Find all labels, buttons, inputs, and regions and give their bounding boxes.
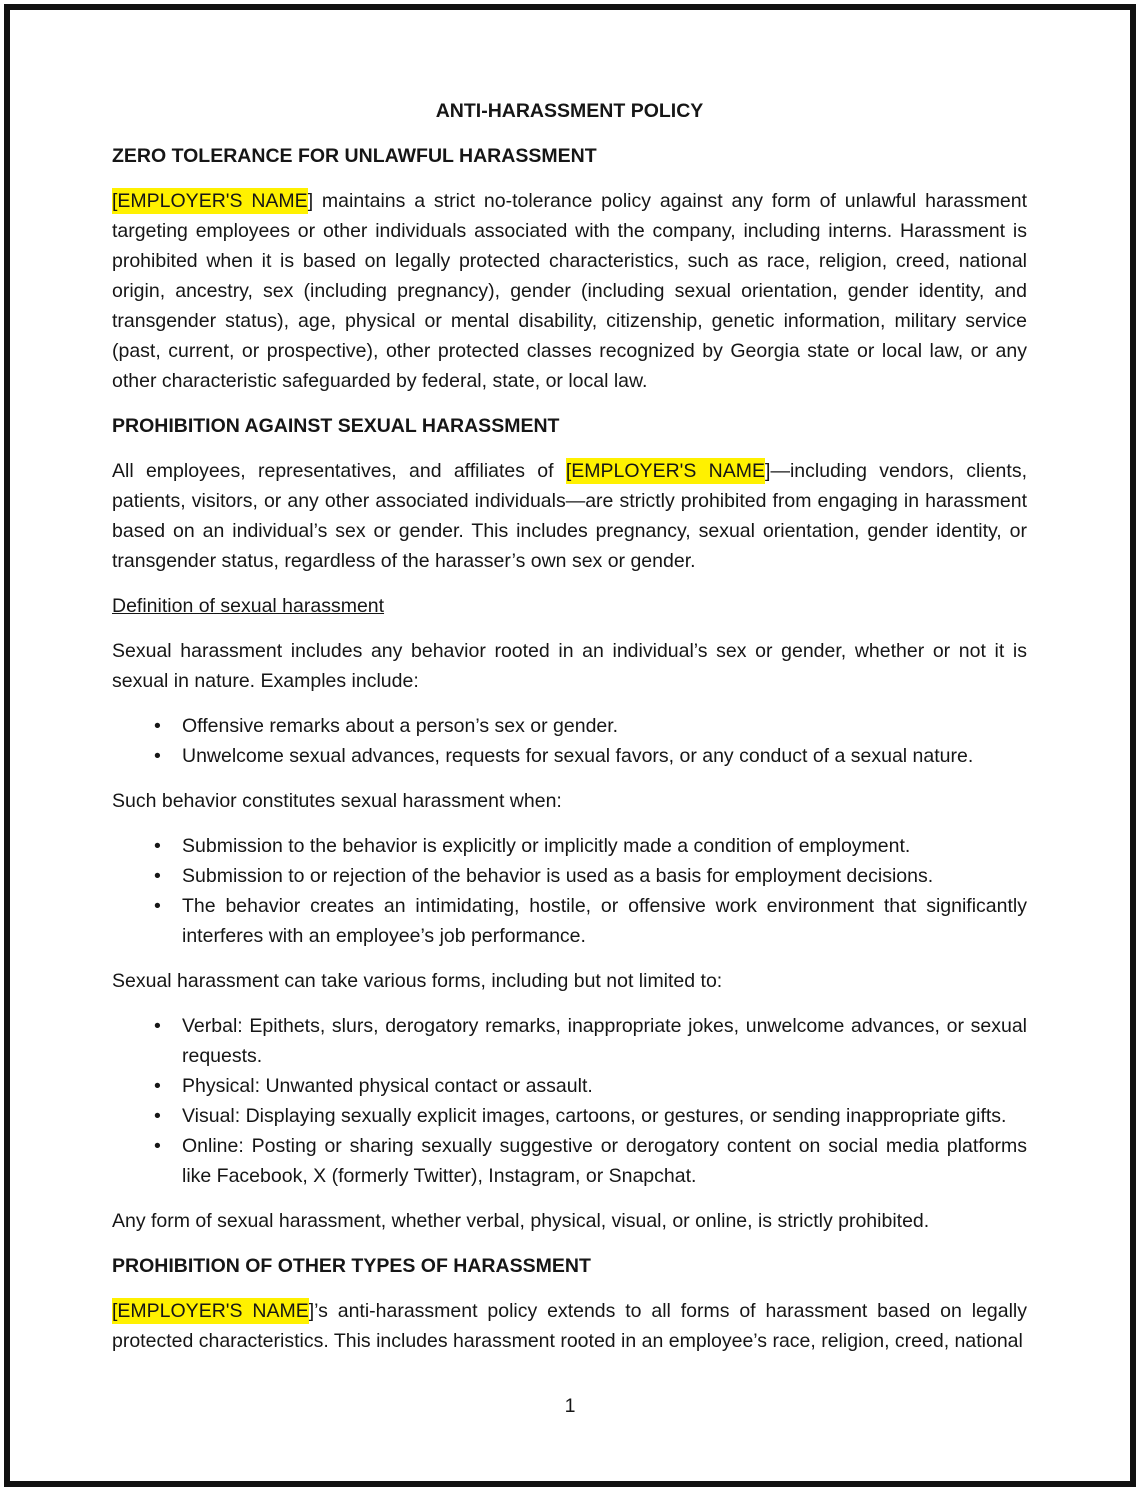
paragraph-text: ]—including vendors, clients, patients, visitors, or any other associated individuals—are strictly prohibited from engaging in harassment based on an individual’s sex or gender. This includes pregnancy, sexual orientation, gender identity, or transgender status, regardless of the harasser’s own sex or gender.	[112, 460, 1027, 572]
forms-list	[112, 1011, 1027, 1191]
paragraph-sexual-harassment-scope	[112, 456, 1027, 576]
heading-zero-tolerance: ZERO TOLERANCE FOR UNLAWFUL HARASSMENT	[112, 145, 597, 167]
page-number: 1	[564, 1395, 576, 1417]
list-item: • Submission to the behavior is explicitly or implicitly made a condition of employment.	[152, 831, 1027, 861]
heading-other-harassment: PROHIBITION OF OTHER TYPES OF HARASSMENT	[112, 1255, 591, 1277]
examples-list	[112, 711, 1027, 771]
paragraph-forms-intro: Sexual harassment can take various forms, including but not limited to:	[112, 970, 723, 992]
list-item: • Online: Posting or sharing sexually suggestive or derogatory content on social media platforms like Facebook, X (formerly Twitter), Instagram, or Snapchat.	[152, 1131, 1027, 1191]
document-content	[112, 96, 1027, 1371]
paragraph-text: All employees, representatives, and affiliates of	[112, 460, 566, 482]
list-item: • Physical: Unwanted physical contact or assault.	[152, 1071, 1027, 1101]
list-item: • Submission to or rejection of the behavior is used as a basis for employment decisions.	[152, 861, 1027, 891]
employer-name-placeholder-highlight: [EMPLOYER'S NAME	[565, 460, 766, 482]
paragraph-zero-tolerance-intro	[112, 186, 1027, 396]
paragraph-closing: Any form of sexual harassment, whether verbal, physical, visual, or online, is strictly prohibited.	[112, 1210, 930, 1232]
paragraph-other-harassment-intro	[112, 1296, 1027, 1356]
paragraph-text: ] maintains a strict no-tolerance policy against any form of unlawful harassment targeting employees or other individuals associated with the company, including interns. Harassment is prohibited when it is based on legally protected characteristics, such as race, religion, creed, national origin, ancestry, sex (including pregnancy), gender (including sexual orientation, gender identity, and transgender status), age, physical or mental disability, citizenship, genetic information, military service (past, current, or prospective), other protected classes recognized by Georgia state or local law, or any other characteristic safeguarded by federal, state, or local law.	[112, 190, 1027, 392]
paragraph-constitutes-intro: Such behavior constitutes sexual harassment when:	[112, 790, 562, 812]
paragraph-definition-intro: Sexual harassment includes any behavior rooted in an individual’s sex or gender, whether or not it is sexual in nature. Examples include:	[112, 640, 1027, 692]
list-item: • The behavior creates an intimidating, hostile, or offensive work environment that significantly interferes with an employee’s job performance.	[152, 891, 1027, 951]
heading-sexual-harassment: PROHIBITION AGAINST SEXUAL HARASSMENT	[112, 415, 560, 437]
document-title: ANTI-HARASSMENT POLICY	[435, 100, 704, 122]
employer-name-placeholder-highlight: [EMPLOYER'S NAME	[112, 190, 308, 212]
list-item: • Unwelcome sexual advances, requests for sexual favors, or any conduct of a sexual nature.	[152, 741, 1027, 771]
list-item: • Visual: Displaying sexually explicit images, cartoons, or gestures, or sending inappropriate gifts.	[152, 1101, 1027, 1131]
constitutes-list	[112, 831, 1027, 951]
employer-name-placeholder-highlight: [EMPLOYER'S NAME	[112, 1300, 309, 1322]
subheading-definition: Definition of sexual harassment	[112, 595, 385, 617]
list-item: • Verbal: Epithets, slurs, derogatory remarks, inappropriate jokes, unwelcome advances, or sexual requests.	[152, 1011, 1027, 1071]
paragraph-text: ]’s anti-harassment policy extends to all forms of harassment based on legally protected characteristics. This includes harassment rooted in an employee’s race, religion, creed, national	[112, 1300, 1027, 1352]
list-item: • Offensive remarks about a person’s sex or gender.	[152, 711, 1027, 741]
